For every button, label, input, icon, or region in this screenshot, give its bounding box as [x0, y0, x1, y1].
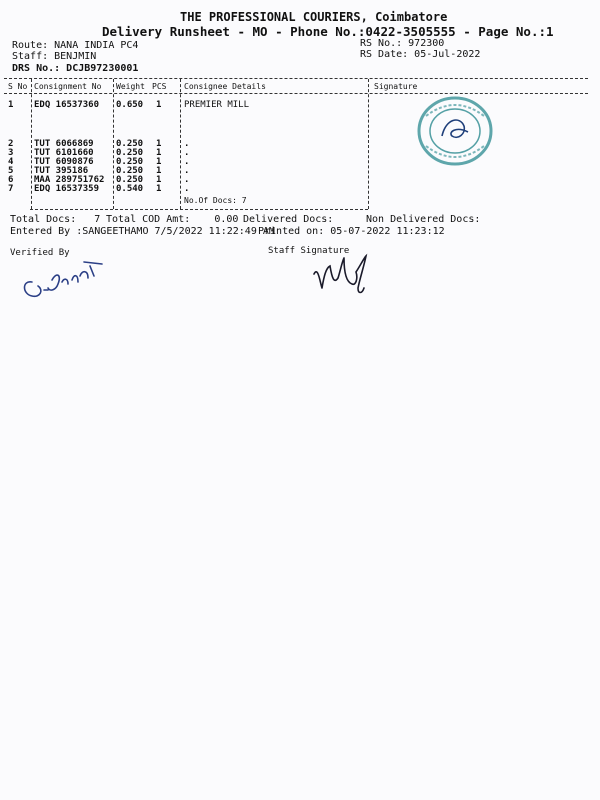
cell-consignment: EDQ 16537359	[34, 184, 100, 194]
col-divider	[31, 79, 32, 209]
delivered-docs: Delivered Docs:	[243, 214, 334, 225]
entered-by: Entered By :SANGEETHAMO 7/5/2022 11:22:49 AM	[10, 226, 275, 237]
cell-consignment: MAA 289751762	[34, 175, 105, 185]
cell-pcs: 1	[156, 139, 162, 149]
rs-date: RS Date: 05-Jul-2022	[360, 49, 481, 60]
non-delivered-docs: Non Delivered Docs:	[366, 214, 481, 225]
verified-by-label: Verified By	[10, 248, 70, 258]
cell-weight: 0.250	[116, 148, 144, 158]
col-header-pcs: PCS	[152, 82, 167, 91]
cell-sno: 5	[8, 166, 14, 176]
col-header-consignee: Consignee Details	[184, 82, 266, 91]
cell-consignee: .	[184, 184, 190, 194]
cell-pcs: 1	[156, 148, 162, 158]
company-seal-stamp	[416, 96, 494, 166]
staff-signature-label: Staff Signature	[268, 246, 350, 256]
col-header-weight: Weight	[116, 82, 145, 91]
cell-pcs: 1	[156, 175, 162, 185]
runsheet-subtitle: Delivery Runsheet - MO - Phone No.:0422-3505555 - Page No.:1	[102, 24, 554, 39]
staff-label: Staff: BENJMIN	[12, 51, 97, 62]
staff-signature	[308, 248, 378, 298]
col-divider	[368, 79, 369, 209]
cell-sno: 1	[8, 100, 14, 110]
cell-consignee: .	[184, 157, 190, 167]
cell-consignee: PREMIER MILL	[184, 100, 250, 110]
cell-consignee: .	[184, 175, 190, 185]
cell-consignee: .	[184, 148, 190, 158]
cell-consignment: EDQ 16537360	[34, 100, 100, 110]
cell-consignment: TUT 6090876	[34, 157, 94, 167]
cell-sno: 4	[8, 157, 14, 167]
cell-weight: 0.250	[116, 139, 144, 149]
col-header-signature: Signature	[374, 82, 418, 91]
cell-sno: 3	[8, 148, 14, 158]
table-header-border	[4, 93, 588, 94]
rs-number: RS No.: 972300	[360, 38, 445, 49]
cell-weight: 0.250	[116, 166, 144, 176]
total-cod-amount: Total COD Amt: 0.00	[106, 214, 239, 225]
no-of-docs: No.Of Docs: 7	[184, 196, 247, 205]
cell-consignment: TUT 6066869	[34, 139, 94, 149]
cell-weight: 0.250	[116, 175, 144, 185]
cell-weight: 0.540	[116, 184, 144, 194]
col-header-sno: S No	[8, 82, 28, 91]
cell-sno: 7	[8, 184, 14, 194]
cell-consignment: TUT 6101660	[34, 148, 94, 158]
table-top-border	[4, 78, 588, 79]
col-header-consignment: Consignment No	[34, 82, 102, 91]
col-divider	[180, 79, 181, 209]
drs-number: DRS No.: DCJB97230001	[12, 63, 139, 74]
table-bottom-border	[30, 209, 368, 210]
printed-on: Printed on: 05-07-2022 11:23:12	[258, 226, 445, 237]
verifier-signature	[18, 252, 108, 302]
route-label: Route: NANA INDIA PC4	[12, 40, 139, 51]
cell-consignee: .	[184, 139, 190, 149]
col-divider	[113, 79, 114, 209]
cell-weight: 0.650	[116, 100, 144, 110]
cell-sno: 2	[8, 139, 14, 149]
total-docs: Total Docs: 7	[10, 214, 101, 225]
cell-pcs: 1	[156, 184, 162, 194]
cell-sno: 6	[8, 175, 14, 185]
cell-consignment: TUT 395186	[34, 166, 89, 176]
cell-pcs: 1	[156, 157, 162, 167]
cell-pcs: 1	[156, 100, 162, 110]
cell-weight: 0.250	[116, 157, 144, 167]
company-title: THE PROFESSIONAL COURIERS, Coimbatore	[180, 10, 448, 24]
cell-pcs: 1	[156, 166, 162, 176]
cell-consignee: .	[184, 166, 190, 176]
